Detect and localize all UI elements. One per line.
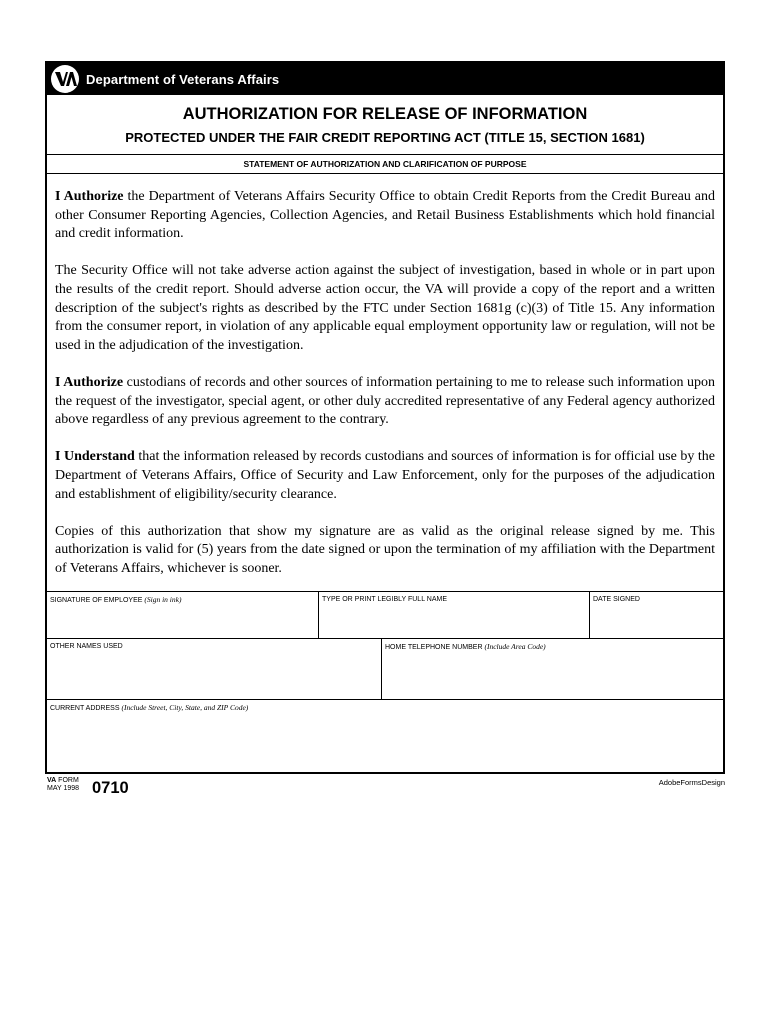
full-name-field[interactable] [318, 592, 589, 638]
form-subtitle: PROTECTED UNDER THE FAIR CREDIT REPORTING ACT (TITLE 15, SECTION 1681) [125, 130, 645, 145]
home-phone-field[interactable] [381, 639, 723, 699]
form-id [47, 777, 79, 793]
statement-heading: STATEMENT OF AUTHORIZATION AND CLARIFICATION OF PURPOSE [47, 154, 723, 174]
paragraph-authorize-custodians: I Authorize custodians of records and other sources of information pertaining to me to release such information upon the request of the investigator, special agent, or other duly accredited representative of any Federal agency authorized above regardless of any previous agreement to the contrary. [55, 374, 715, 428]
signature-fields [47, 591, 723, 776]
signature-label: SIGNATURE OF EMPLOYEE [50, 597, 145, 604]
authorization-statement [47, 174, 723, 578]
other-names-label: OTHER NAMES USED [50, 643, 123, 650]
svg-text:VA: VA [65, 92, 68, 94]
date-signed-field[interactable] [589, 592, 723, 638]
paragraph-understand: I Understand that the information released by records custodians and sources of information is for official use by the Department of Veterans Affairs, Office of Security and Law Enforcement, only for the purposes of the adjudication and establishment of eligibility/security clearance. [55, 449, 715, 502]
other-names-field[interactable] [47, 639, 381, 699]
paragraph-adverse-action: The Security Office will not take adverse action against the subject of investigation, based in whole or in part upon the results of the credit report. Should adverse action occur, the VA will provide a copy of the report and a written description of the subject's rights as described by the FTC under Section 1681g (c)(3) of Title 15. Any information from the consumer report, in violation of any applicable equal employment opportunity law or regulation, will not be used in the adjudication of the investigation. [55, 263, 715, 353]
header-bar [47, 63, 723, 95]
form-word: FORM [56, 777, 79, 784]
home-phone-label: HOME TELEPHONE NUMBER [385, 644, 485, 651]
fields-row-signature [47, 592, 723, 639]
form-footer [47, 777, 725, 807]
form-va-label: VA [47, 777, 57, 784]
va-form-0710 [45, 61, 725, 774]
paragraph-validity: Copies of this authorization that show my signature are as valid as the original release signed by me. This authorization is valid for (5) years from the date signed or upon the termination of my affiliation with the Department of Veterans Affairs, whichever is sooner. [55, 523, 715, 576]
date-signed-label: DATE SIGNED [593, 596, 640, 603]
form-date: MAY 1998 [47, 785, 80, 792]
signature-field[interactable] [47, 592, 318, 638]
signature-hint: (Sign in ink) [144, 595, 182, 604]
current-address-hint: (Include Street, City, State, and ZIP Code) [121, 703, 249, 712]
fields-row-names [47, 639, 723, 700]
paragraph-authorize-credit: I Authorize the Department of Veterans Affairs Security Office to obtain Credit Reports from the Credit Bureau and other Consumer Reporting Agencies, Collection Agencies, and Retail Business Establishments which hold financial and credit information. [55, 189, 715, 242]
va-seal-logo-icon [50, 64, 80, 94]
current-address-label: CURRENT ADDRESS [50, 705, 122, 712]
department-name: Department of Veterans Affairs [86, 71, 280, 87]
home-phone-hint: (Include Area Code) [484, 642, 546, 651]
form-designer-credit: AdobeFormsDesign [658, 778, 725, 787]
full-name-label: TYPE OR PRINT LEGIBLY FULL NAME [322, 596, 447, 603]
fields-row-address [47, 700, 723, 776]
form-number: 0710 [92, 779, 129, 797]
current-address-field[interactable] [47, 700, 723, 776]
form-title: AUTHORIZATION FOR RELEASE OF INFORMATION [182, 105, 588, 123]
